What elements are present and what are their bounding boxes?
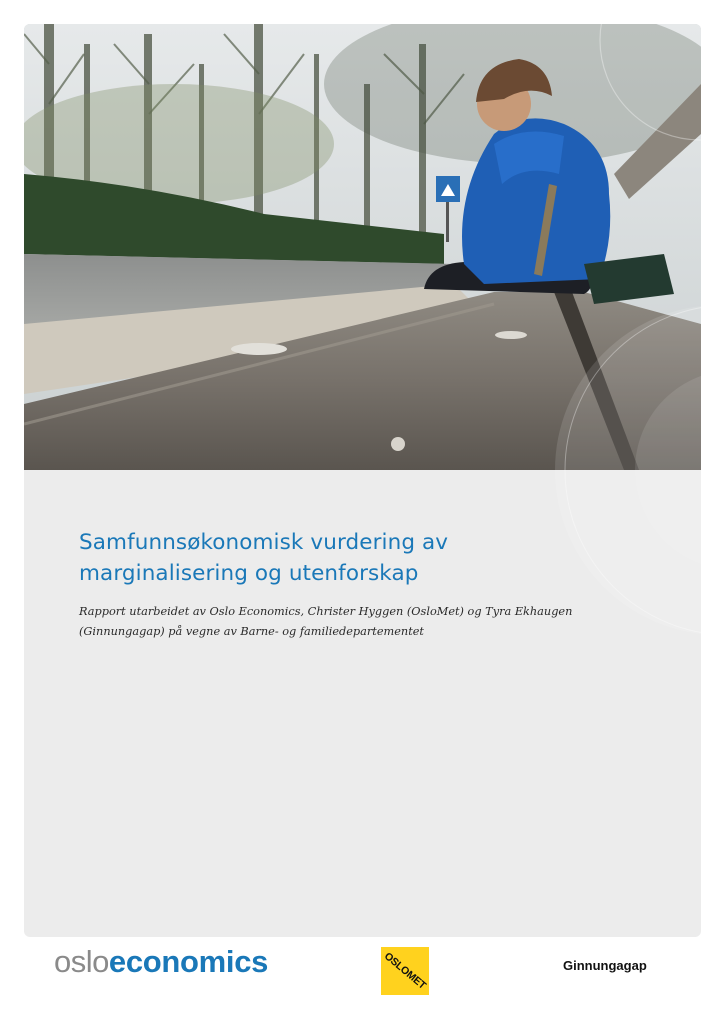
- oslomet-logo-text: OSLOMET: [381, 950, 429, 992]
- report-subtitle-line-1: Rapport utarbeidet av Oslo Economics, Christer Hyggen (OsloMet) og Tyra Ekhaugen: [79, 605, 573, 618]
- oslo-economics-logo: [54, 940, 268, 984]
- report-title: [79, 527, 549, 589]
- report-subtitle-line-2: (Ginnungagap) på vegne av Barne- og familiedepartementet: [79, 625, 424, 638]
- oslo-economics-logo-light: oslo: [54, 944, 109, 979]
- child-on-bench-photo: [24, 24, 701, 470]
- ginnungagap-logo: Ginnungagap: [563, 958, 647, 973]
- cover-photo: [24, 24, 701, 470]
- report-subtitle: [79, 602, 579, 642]
- report-title-line-2: marginalisering og utenforskap: [79, 561, 419, 586]
- oslomet-logo: [381, 947, 429, 995]
- oslo-economics-logo-bold: economics: [108, 944, 269, 979]
- cover-card: [24, 24, 701, 937]
- report-title-line-1: Samfunnsøkonomisk vurdering av: [79, 530, 449, 555]
